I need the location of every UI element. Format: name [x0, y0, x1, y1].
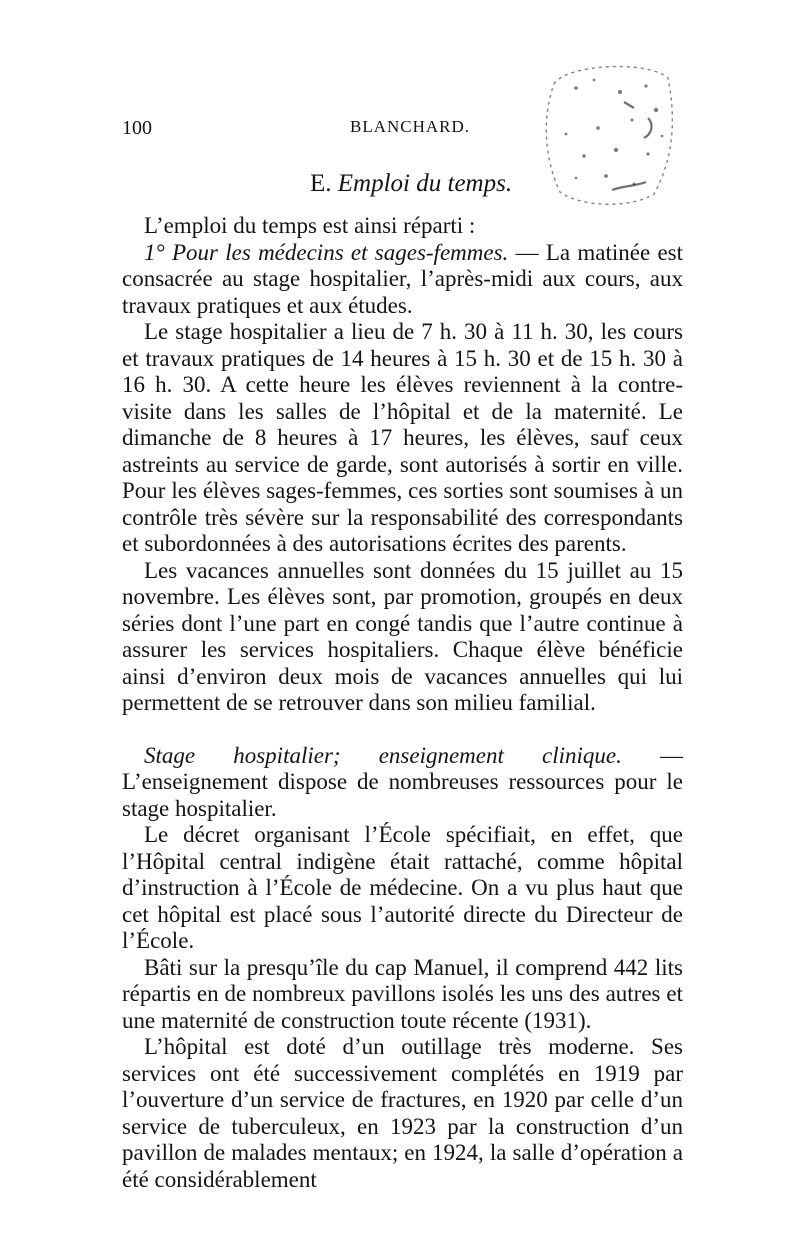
section-title: Emploi du temps.	[337, 170, 513, 197]
paragraph-decree: Le décret organisant l’École spécifiait, en effet, que l’Hôpital central indigène était rattaché, comme hôpital d’instruction à l’École de médecine. On a vu plus haut que cet hôpital est placé sous l’autorité directe du Directeur de l’École.	[122, 822, 683, 953]
paragraph-vacations: Les vacances annuelles sont données du 15 juillet au 15 novembre. Les élèves sont, par promotion, groupés en deux séries dont l’une part en congé tandis que l’autre continue à assurer les services hospitaliers. Chaque élève bénéficie ainsi d’environ deux mois de vacances annuelles qui lui permettent de se retrouver dans son milieu familial.	[122, 557, 683, 715]
library-stamp	[536, 58, 678, 210]
running-title: BLANCHARD.	[350, 117, 471, 136]
paragraph-equipment: L’hôpital est doté d’un outillage très moderne. Ses services ont été successivement complétés en 1919 par l’ouverture d’un service de fractures, en 1920 par celle d’un service de tuberculeux, en 1923 par la construction d’un pavillon de malades mentaux; en 1924, la salle d’opération a été considérablement	[122, 1034, 683, 1192]
paragraph-text: — La matinée est consacrée au stage hospitalier, l’après-midi aux cours, aux travaux pratiques et aux études.	[122, 239, 683, 318]
paragraph-text: — L’enseignement dispose de nombreuses ressources pour le stage hospitalier.	[122, 742, 683, 821]
paragraph-hospital-site: Bâti sur la presqu’île du cap Manuel, il comprend 442 lits répartis en de nombreux pavillons isolés les uns des autres et une maternité de construction toute récente (1931).	[122, 954, 683, 1033]
section-letter: E.	[310, 170, 332, 197]
paragraph-schedule: Le stage hospitalier a lieu de 7 h. 30 à 11 h. 30, les cours et travaux pratiques de 14 heures à 15 h. 30 et de 15 h. 30 à 16 h. 30. A cette heure les élèves reviennent à la contre-visite dans les salles de l’hôpital et de la maternité. Le dimanche de 8 heures à 17 heures, les élèves, sauf ceux astreints au service de garde, sont autorisés à sortir en ville. Pour les élèves sages-femmes, ces sorties sont soumises à un contrôle très sévère sur la responsabilité des correspondants et subordonnées à des autorisations écrites des parents.	[122, 319, 683, 556]
paragraph-clinical-training	[122, 743, 683, 823]
page-number: 100	[122, 117, 152, 139]
body-text	[122, 213, 683, 1193]
running-head	[118, 117, 563, 147]
paragraph-lead-in: Stage hospitalier; enseignement clinique.	[144, 742, 622, 768]
paragraph-lead-in: 1° Pour les médecins et sages-femmes.	[144, 239, 509, 265]
paragraph-intro: L’emploi du temps est ainsi réparti :	[144, 213, 476, 238]
section-heading	[310, 170, 512, 198]
paragraph-physicians	[122, 240, 683, 320]
